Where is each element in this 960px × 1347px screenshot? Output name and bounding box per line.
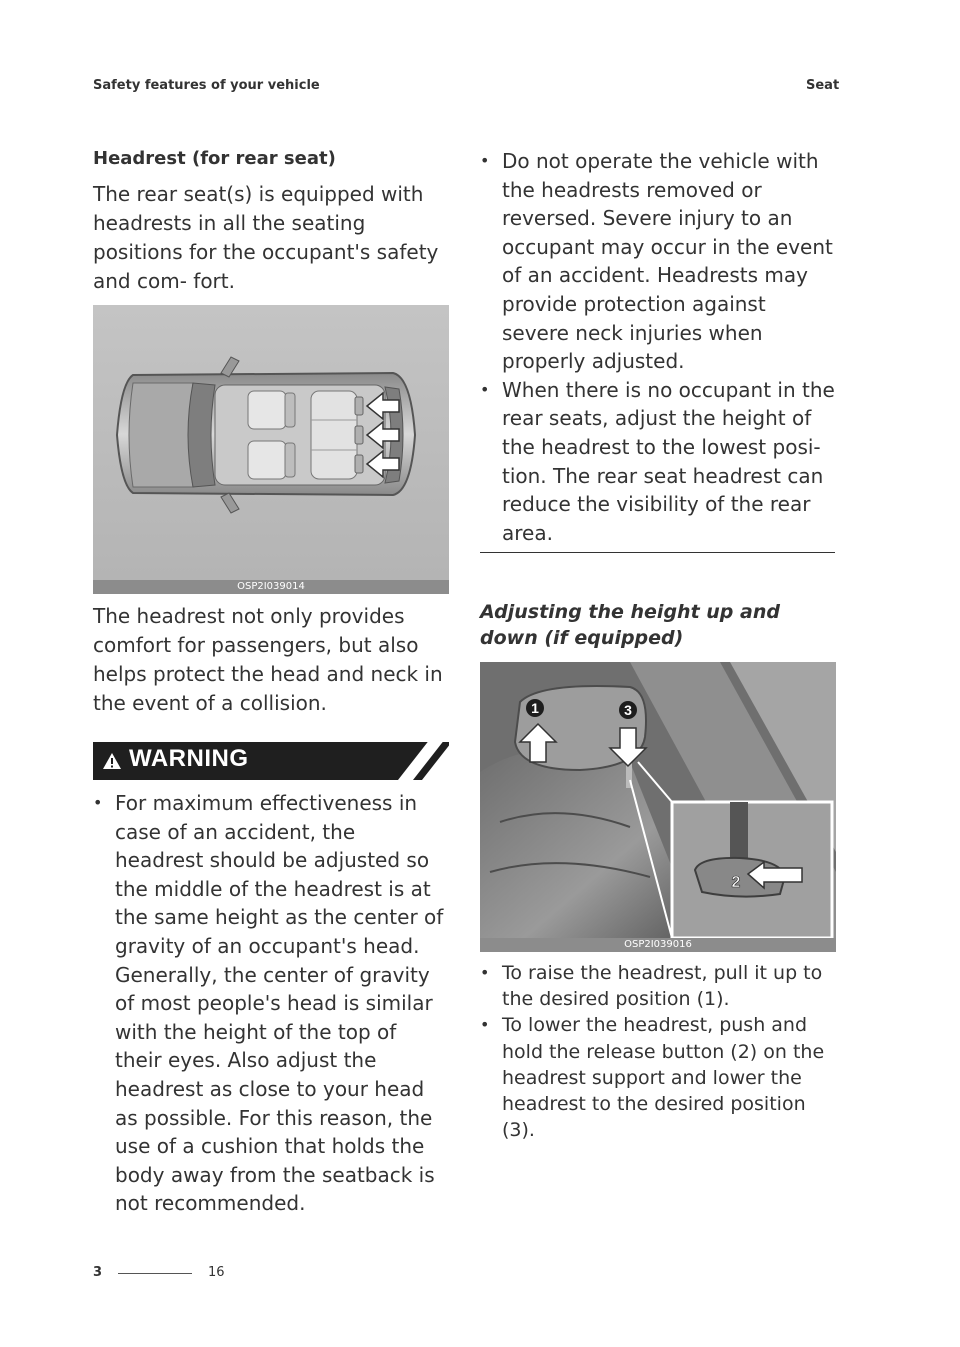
warning-bullet-item: • Do not operate the vehicle with the headrests removed or reversed. Severe injury to an occupant may occur in the event of an accident. Headrests may provide protection against severe neck injuries when properly adjusted. <box>480 147 836 376</box>
footer-chapter: 3 <box>93 1265 103 1280</box>
figure1-caption: OSP2I039014 <box>93 580 449 594</box>
running-header-section: Safety features of your vehicle <box>93 78 320 93</box>
label-1: 1 <box>531 700 539 716</box>
section-title: Headrest (for rear seat) <box>93 148 336 169</box>
warning-bullet-item: • For maximum effectiveness in case of an accident, the headrest should be adjusted so the middle of the headrest is at the same height as the center of gravity of an occupant's head. Generally, the center of gravity of most people's head is similar with the height of the top of their eyes. Also adjust the headrest as close to your head as possible. For this reason, the use of a cushion that holds the body away from the seatback is not recommended. <box>93 789 449 1218</box>
running-header-topic: Seat <box>806 78 840 93</box>
warning-bullet-list <box>93 789 449 1218</box>
warning-banner <box>93 742 449 780</box>
subsection-heading: Adjusting the height up and down (if equipped) <box>480 601 780 649</box>
headrest-adjust-figure <box>480 662 836 951</box>
car-top-view-illustration <box>93 305 449 580</box>
warning-triangle-icon <box>102 752 122 770</box>
intro-paragraph: The rear seat(s) is equipped with headrests in all the seating positions for the occupant's safety and com- fort. <box>93 182 439 293</box>
steps-bullet-list <box>480 960 836 1143</box>
label-3: 3 <box>624 702 632 718</box>
footer-page-number: 16 <box>208 1265 225 1280</box>
left-arrow-icon <box>367 393 399 477</box>
step-item: • To raise the headrest, pull it up to the desired position (1). <box>480 960 836 1012</box>
label-2: 2 <box>731 874 741 891</box>
warning-end-divider <box>480 552 835 553</box>
step-item: • To lower the headrest, push and hold the release button (2) on the headrest support and lower the headrest to the desired position (3). <box>480 1012 836 1143</box>
body-paragraph: The headrest not only provides comfort for passengers, but also helps protect the head and neck in the event of a collision. <box>93 604 443 715</box>
car-top-view-figure <box>93 305 449 594</box>
warning-title: WARNING <box>129 745 249 772</box>
footer-divider <box>118 1273 192 1274</box>
headrest-adjust-illustration <box>480 662 836 938</box>
warning-bullet-item: • When there is no occupant in the rear seats, adjust the height of the headrest to the lowest posi- tion. The rear seat headrest can reduce the visibility of the rear area. <box>480 376 836 548</box>
figure2-caption: OSP2I039016 <box>480 938 836 952</box>
warning-bullet-list-continued <box>480 147 836 547</box>
